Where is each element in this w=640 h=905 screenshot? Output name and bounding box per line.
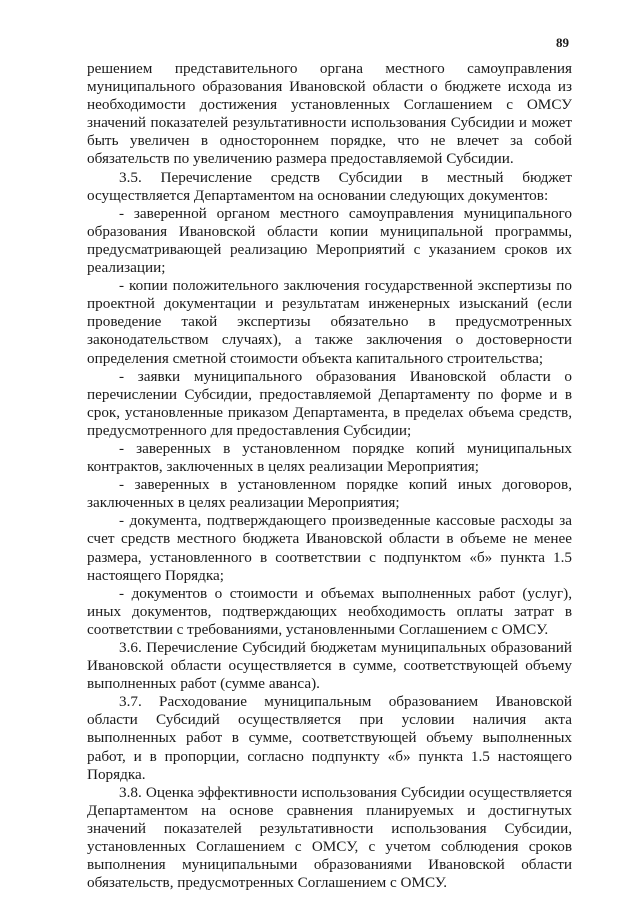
- paragraph-3-5: 3.5. Перечисление средств Субсидии в местный бюджет осуществляется Департаментом на основании следующих документов:: [87, 168, 572, 204]
- page-number: 89: [556, 35, 569, 50]
- list-item-other-contracts: - заверенных в установленном порядке копий иных договоров, заключенных в целях реализации Мероприятия;: [87, 476, 572, 512]
- document-body: [87, 60, 572, 892]
- paragraph-3-8: 3.8. Оценка эффективности использования Субсидии осуществляется Департаментом на основе сравнения планируемых и достигнутых значений показателей результативности использования Субсидии, установленных Соглашением с ОМСУ, с учетом соблюдения сроков выполнения муниципальными образованиями Ивановской области обязательств, предусмотренных Соглашением с ОМСУ.: [87, 783, 572, 892]
- list-item-application: - заявки муниципального образования Ивановской области о перечислении Субсидии, предоставляемой Департаменту по форме и в срок, установленные приказом Департамента, в пределах объема средств, предусмотренного для предоставления Субсидии;: [87, 367, 572, 439]
- list-item-municipal-contracts: - заверенных в установленном порядке копий муниципальных контрактов, заключенных в целях реализации Мероприятия;: [87, 439, 572, 476]
- paragraph-3-7: 3.7. Расходование муниципальным образованием Ивановской области Субсидий осуществляется при условии наличия акта выполненных работ в сумме, соответствующей объему выполненных работ, и в пропорции, согласно подпункту «б» пункта 1.5 настоящего Порядка.: [87, 693, 572, 783]
- paragraph-3-6: 3.6. Перечисление Субсидий бюджетам муниципальных образований Ивановской области осуществляется в сумме, соответствующей объему выполненных работ (сумме аванса).: [87, 639, 572, 693]
- paragraph-continuation: решением представительного органа местного самоуправления муниципального образования Ивановской области о бюджете исхода из необходимости достижения установленных Соглашением с ОМСУ значений показателей результативности использования Субсидии и может быть увеличен в одностороннем порядке, что не влечет за собой обязательств по увеличению размера предоставляемой Субсидии.: [87, 60, 572, 168]
- list-item-work-cost-documents: - документов о стоимости и объемах выполненных работ (услуг), иных документов, подтверждающих необходимость оплаты затрат в соответствии с требованиями, установленными Соглашением с ОМСУ.: [87, 584, 572, 638]
- list-item-program-copy: - заверенной органом местного самоуправления муниципального образования Ивановской области копии муниципальной программы, предусматривающей реализацию Мероприятий с указанием сроков их реализации;: [87, 204, 572, 277]
- list-item-expertise-conclusion: - копии положительного заключения государственной экспертизы по проектной документации и результатам инженерных изысканий (если проведение такой экспертизы обязательно в предусмотренных законодательством случаях), а также заключения о достоверности определения сметной стоимости объекта капитального строительства;: [87, 277, 572, 367]
- list-item-cash-expenses: - документа, подтверждающего произведенные кассовые расходы за счет средств местного бюджета Ивановской области в объеме не менее размера, установленного в соответствии с подпунктом «б» пункта 1.5 настоящего Порядка;: [87, 512, 572, 584]
